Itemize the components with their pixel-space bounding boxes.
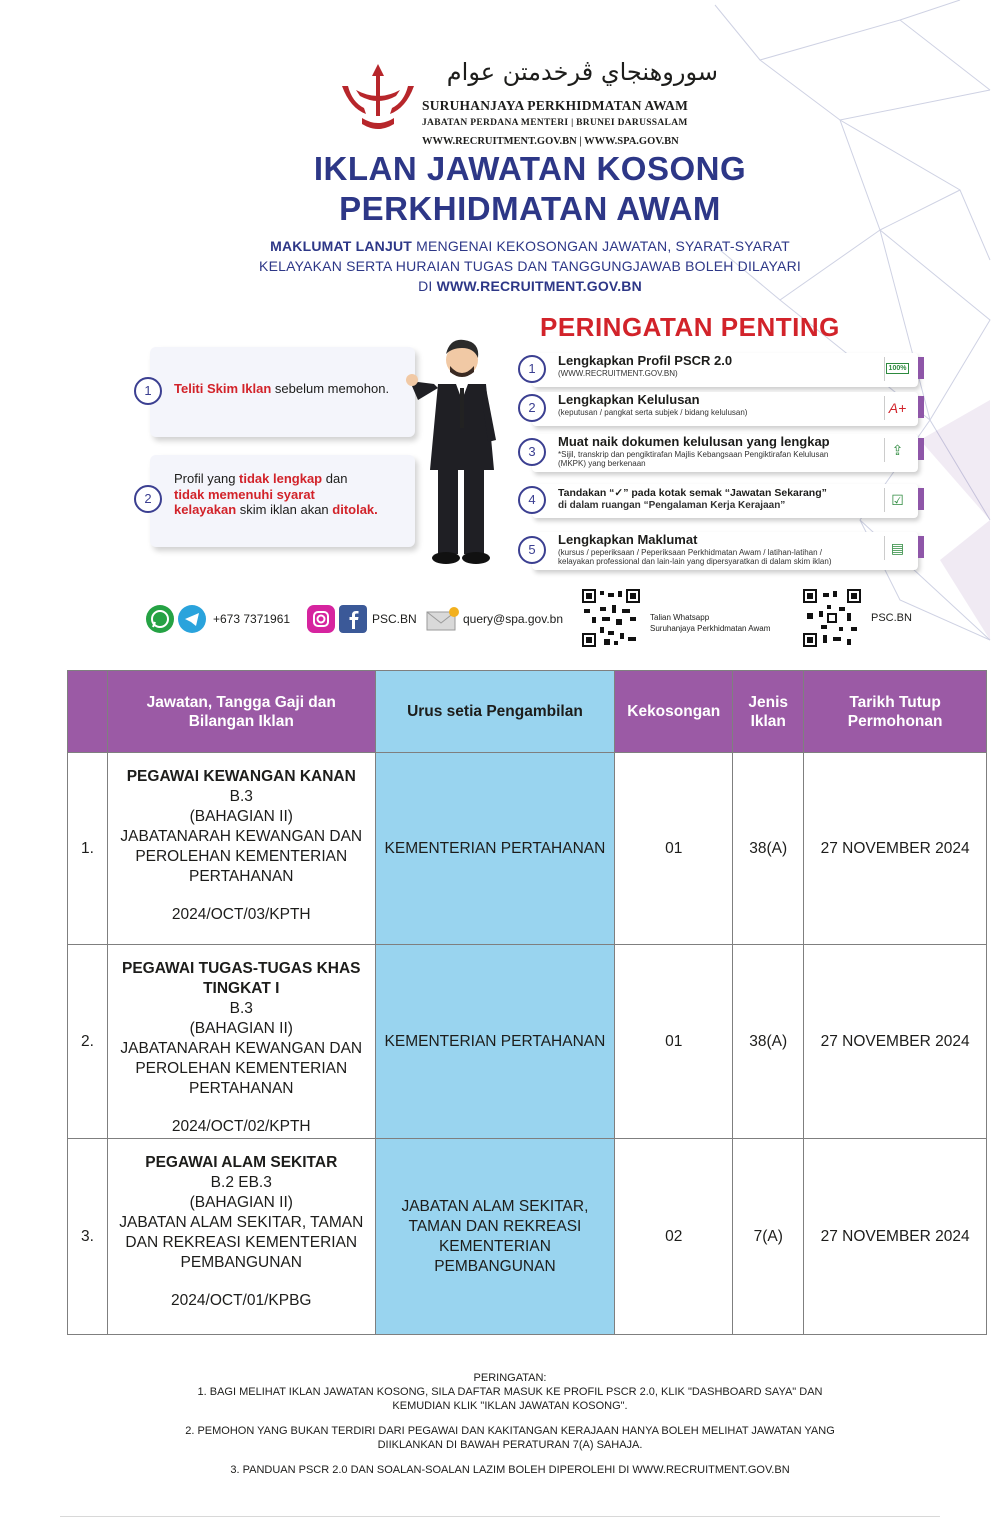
header-urus-setia: Urus setia Pengambilan bbox=[375, 671, 615, 753]
step-title: Lengkapkan Maklumat bbox=[558, 532, 698, 547]
recruitment-link[interactable]: WWW.RECRUITMENT.GOV.BN bbox=[436, 278, 642, 294]
note-2-line2: DIIKLANKAN DI BAWAH PERATURAN 7(A) SAHAJA. bbox=[377, 1439, 643, 1451]
page-title-line2: PERKHIDMATAN AWAM bbox=[339, 190, 721, 227]
qr-social-handle: PSC.BN bbox=[871, 612, 912, 624]
penting-step-2 bbox=[518, 392, 918, 426]
kekosongan-cell: 02 bbox=[615, 1139, 733, 1335]
position-reference: 2024/OCT/03/KPTH bbox=[171, 906, 311, 923]
step-number: 2 bbox=[518, 394, 546, 422]
jenis-iklan-cell: 7(A) bbox=[733, 1139, 804, 1335]
table-row bbox=[68, 753, 987, 945]
position-division: (BAHAGIAN II) bbox=[189, 1020, 293, 1037]
row-number: 3. bbox=[68, 1139, 108, 1335]
brunei-crest-icon bbox=[338, 56, 418, 136]
tip2-t1: Profil yang bbox=[174, 471, 240, 486]
position-department: JABATANARAH KEWANGAN DAN PEROLEHAN KEMENTERIAN PERTAHANAN bbox=[120, 1040, 363, 1097]
position-reference: 2024/OCT/02/KPTH bbox=[171, 1118, 311, 1135]
tip2-r1: tidak lengkap bbox=[239, 471, 323, 486]
position-division: (BAHAGIAN II) bbox=[189, 1194, 293, 1211]
info-line3 bbox=[200, 276, 860, 296]
tip2-r2: tidak memenuhi syarat kelayakan bbox=[174, 486, 315, 517]
note-2-line1: 2. PEMOHON YANG BUKAN TERDIRI DARI PEGAWAI DAN KAKITANGAN KERAJAAN HANYA BOLEH MELIHAT JAWATAN YANG bbox=[185, 1425, 835, 1437]
step-number: 5 bbox=[518, 536, 546, 564]
step-number: 1 bbox=[518, 355, 546, 383]
facebook-icon[interactable] bbox=[339, 605, 367, 633]
position-title: PEGAWAI KEWANGAN KANAN bbox=[126, 768, 356, 785]
urus-setia-cell: KEMENTERIAN PERTAHANAN bbox=[375, 945, 615, 1139]
tip2-t2: dan bbox=[322, 471, 348, 486]
position-title: PEGAWAI TUGAS-TUGAS KHAS TINGKAT I bbox=[121, 960, 361, 997]
documents-icon: ▤ bbox=[884, 536, 910, 560]
kekosongan-cell: 01 bbox=[615, 945, 733, 1139]
position-grade: B.3 bbox=[229, 1000, 253, 1017]
urus-setia-cell: JABATAN ALAM SEKITAR, TAMAN DAN REKREASI KEMENTERIAN PEMBANGUNAN bbox=[375, 1139, 615, 1335]
step-title: Tandakan “✓” pada kotak semak “Jawatan Sekarang” bbox=[558, 487, 827, 499]
tip-card-1 bbox=[144, 347, 415, 437]
position-grade: B.2 EB.3 bbox=[210, 1174, 272, 1191]
tarikh-tutup-cell: 27 NOVEMBER 2024 bbox=[804, 945, 987, 1139]
note-3: 3. PANDUAN PSCR 2.0 DAN SOALAN-SOALAN LAZIM BOLEH DIPEROLEHI DI WWW.RECRUITMENT.GOV.BN bbox=[230, 1464, 790, 1476]
businessman-illustration bbox=[404, 330, 514, 566]
penting-step-1 bbox=[518, 353, 918, 387]
position-grade: B.3 bbox=[229, 788, 253, 805]
header-jenis-iklan: Jenis Iklan bbox=[733, 671, 804, 753]
footer-divider bbox=[60, 1516, 940, 1517]
info-line2: KELAYAKAN SERTA HURAIAN TUGAS DAN TANGGUNGJAWAB BOLEH DILAYARI bbox=[259, 258, 801, 274]
tip2-t3: skim iklan akan bbox=[236, 502, 333, 517]
notes-heading: PERINGATAN: bbox=[473, 1372, 547, 1384]
tip-text-1 bbox=[174, 381, 404, 397]
social-handle: PSC.BN bbox=[372, 612, 417, 626]
tip1-rest: sebelum memohon. bbox=[271, 381, 390, 396]
tip2-r3: ditolak. bbox=[332, 502, 378, 517]
tip1-emphasis: Teliti Skim Iklan bbox=[174, 381, 272, 396]
phone-number: +673 7371961 bbox=[213, 612, 291, 626]
urus-setia-cell: KEMENTERIAN PERTAHANAN bbox=[375, 753, 615, 945]
step-subtitle: (keputusan / pangkat serta subjek / bidang kelulusan) bbox=[558, 408, 748, 417]
tip-number-2: 2 bbox=[134, 485, 162, 513]
step-title: Lengkapkan Profil PSCR 2.0 bbox=[558, 353, 733, 368]
position-department: JABATAN ALAM SEKITAR, TAMAN DAN REKREASI KEMENTERIAN PEMBANGUNAN bbox=[119, 1214, 364, 1271]
checkbox-icon: ☑ bbox=[884, 488, 910, 512]
header-no bbox=[68, 671, 108, 753]
page-title-line1: IKLAN JAWATAN KOSONG bbox=[313, 150, 747, 187]
spa-logo bbox=[338, 56, 728, 152]
table-header-row bbox=[68, 671, 987, 753]
grade-icon: A+ bbox=[884, 396, 910, 420]
telegram-icon[interactable] bbox=[178, 605, 206, 633]
info-bold: MAKLUMAT LANJUT bbox=[270, 238, 413, 254]
tarikh-tutup-cell: 27 NOVEMBER 2024 bbox=[804, 753, 987, 945]
email-icon[interactable] bbox=[426, 606, 460, 632]
step-subtitle: di dalam ruangan “Pengalaman Kerja Kerajaan” bbox=[558, 500, 786, 511]
table-row bbox=[68, 1139, 987, 1335]
table-row bbox=[68, 945, 987, 1139]
step-title: Muat naik dokumen kelulusan yang lengkap bbox=[558, 434, 830, 449]
position-division: (BAHAGIAN II) bbox=[189, 808, 293, 825]
note-1-line1: 1. BAGI MELIHAT IKLAN JAWATAN KOSONG, SILA DAFTAR MASUK KE PROFIL PSCR 2.0, KLIK "DASHBOARD SAYA" DAN bbox=[197, 1386, 823, 1398]
step-subtitle: (WWW.RECRUITMENT.GOV.BN) bbox=[558, 369, 678, 378]
jenis-iklan-cell: 38(A) bbox=[733, 753, 804, 945]
step-subtitle: (kursus / peperiksaan / Peperiksaan Perkhidmatan Awam / latihan-latihan / kelayakan professional dan lain-lain yang dipersyaratkan di dalam skim iklan) bbox=[558, 548, 832, 566]
email-address: query@spa.gov.bn bbox=[463, 612, 564, 626]
note-1-line2: KEMUDIAN KLIK "IKLAN JAWATAN KOSONG". bbox=[392, 1400, 628, 1412]
header-tarikh-tutup: Tarikh Tutup Permohonan bbox=[804, 671, 987, 753]
social-qr-code[interactable] bbox=[803, 589, 861, 647]
step-number: 3 bbox=[518, 438, 546, 466]
tip-card-2 bbox=[144, 455, 415, 547]
org-name: SURUHANJAYA PERKHIDMATAN AWAM bbox=[422, 98, 689, 113]
penting-step-5 bbox=[518, 532, 918, 570]
position-cell bbox=[107, 1139, 375, 1335]
position-cell bbox=[107, 945, 375, 1139]
position-title: PEGAWAI ALAM SEKITAR bbox=[145, 1154, 338, 1171]
vacancy-table bbox=[67, 670, 987, 1335]
tarikh-tutup-cell: 27 NOVEMBER 2024 bbox=[804, 1139, 987, 1335]
position-reference: 2024/OCT/01/KPBG bbox=[171, 1292, 312, 1309]
whatsapp-label-line1: Talian Whatsapp bbox=[650, 613, 710, 622]
info-line1 bbox=[200, 236, 860, 256]
progress-icon bbox=[884, 357, 910, 381]
position-cell bbox=[107, 753, 375, 945]
whatsapp-label-line2: Suruhanjaya Perkhidmatan Awam bbox=[650, 624, 771, 633]
step-subtitle: *Sijil, transkrip dan pengiktirafan Majlis Kebangsaan Pengiktirafan Kelulusan (MKPK) yang berkenaan bbox=[558, 450, 829, 468]
penting-heading: PERINGATAN PENTING bbox=[540, 312, 840, 342]
info-prefix: DI bbox=[418, 278, 437, 294]
org-websites: WWW.RECRUITMENT.GOV.BN | WWW.SPA.GOV.BN bbox=[422, 136, 679, 147]
tip-text-2 bbox=[174, 471, 379, 518]
header-jawatan: Jawatan, Tangga Gaji dan Bilangan Iklan bbox=[107, 671, 375, 753]
instagram-icon[interactable] bbox=[307, 605, 335, 633]
tip-number-1: 1 bbox=[134, 377, 162, 405]
whatsapp-label bbox=[650, 612, 770, 634]
row-number: 1. bbox=[68, 753, 108, 945]
position-department: JABATANARAH KEWANGAN DAN PEROLEHAN KEMENTERIAN PERTAHANAN bbox=[120, 828, 363, 885]
org-subtitle: JABATAN PERDANA MENTERI | BRUNEI DARUSSALAM bbox=[422, 118, 688, 128]
org-name-arabic: سوروهنجاي ڤرخدمتن عوام bbox=[446, 58, 718, 86]
jenis-iklan-cell: 38(A) bbox=[733, 945, 804, 1139]
row-number: 2. bbox=[68, 945, 108, 1139]
header-kekosongan: Kekosongan bbox=[615, 671, 733, 753]
kekosongan-cell: 01 bbox=[615, 753, 733, 945]
upload-icon: ⇪ bbox=[884, 438, 910, 462]
penting-step-3 bbox=[518, 434, 918, 472]
penting-step-4 bbox=[518, 484, 918, 518]
whatsapp-qr-code[interactable] bbox=[582, 589, 640, 647]
progress-icon-label: 100% bbox=[886, 363, 910, 374]
step-title: Lengkapkan Kelulusan bbox=[558, 392, 700, 407]
whatsapp-icon[interactable] bbox=[146, 605, 174, 633]
step-number: 4 bbox=[518, 486, 546, 514]
info-rest: MENGENAI KEKOSONGAN JAWATAN, SYARAT-SYARAT bbox=[412, 238, 790, 254]
